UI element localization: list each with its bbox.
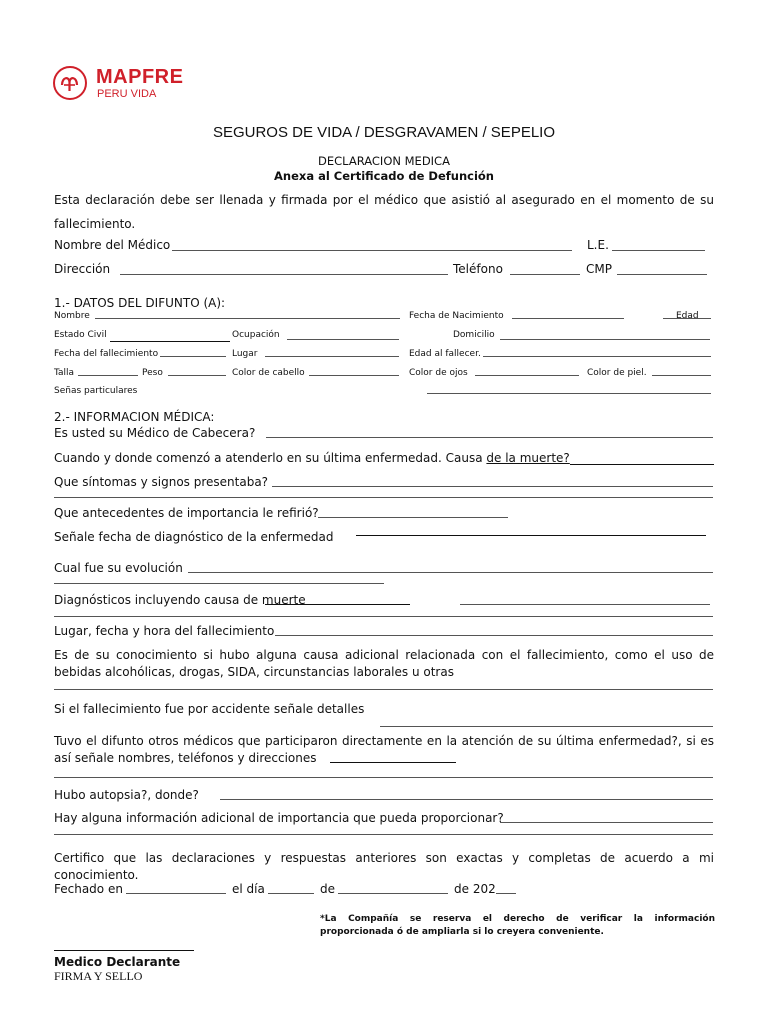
marks-label: Señas particulares <box>54 386 138 396</box>
section1-title: 1.- DATOS DEL DIFUNTO (A): <box>54 296 226 310</box>
weight-label: Peso <box>142 368 163 378</box>
age-field[interactable] <box>663 318 711 319</box>
q3-field[interactable] <box>272 486 713 487</box>
q7-field[interactable] <box>265 604 410 605</box>
height-label: Talla <box>54 368 75 378</box>
disclaimer-note: *La Compañía se reserva el derecho de verificar la información proporcionada ó de ampliarla si lo creyera conveniente. <box>320 914 715 937</box>
brand-name: MAPFRE <box>96 66 184 88</box>
q7-field-3[interactable] <box>54 616 713 617</box>
marks-field[interactable] <box>427 393 711 394</box>
eye-color-field[interactable] <box>475 375 579 376</box>
q8-field[interactable] <box>275 635 713 636</box>
address-label: Dirección <box>54 262 111 276</box>
declarant-label: Medico Declarante <box>54 955 181 969</box>
q12-label: Hubo autopsia?, donde? <box>54 788 199 802</box>
address-deceased-label: Domicilio <box>453 330 495 340</box>
le-field[interactable] <box>612 250 705 251</box>
skin-color-label: Color de piel. <box>587 368 647 378</box>
place-field[interactable] <box>265 356 399 357</box>
q7-field-2[interactable] <box>460 604 710 605</box>
phone-label: Teléfono <box>453 262 503 276</box>
q12-field[interactable] <box>220 799 713 800</box>
q6-field[interactable] <box>188 572 713 573</box>
brand-subtitle: PERU VIDA <box>97 88 157 100</box>
mapfre-logo-icon <box>53 66 87 100</box>
q13-field-2[interactable] <box>54 834 713 835</box>
q8-label: Lugar, fecha y hora del fallecimiento <box>54 624 275 638</box>
death-age-label: Edad al fallecer. <box>409 349 481 359</box>
dated-label: Fechado en <box>54 882 123 896</box>
height-field[interactable] <box>78 375 138 376</box>
q6-field-2[interactable] <box>54 583 384 584</box>
q9-field[interactable] <box>54 689 713 690</box>
phone-field[interactable] <box>510 274 580 275</box>
q11-field[interactable] <box>330 762 456 763</box>
q11-field-2[interactable] <box>54 777 713 778</box>
deceased-name-field[interactable] <box>95 318 400 319</box>
month-field[interactable] <box>338 893 448 894</box>
q13-label: Hay alguna información adicional de importancia que pueda proporcionar? <box>54 811 504 825</box>
day-field[interactable] <box>268 893 314 894</box>
q7-label: Diagnósticos incluyendo causa de muerte <box>54 593 306 607</box>
signature-field[interactable] <box>54 950 194 951</box>
occupation-label: Ocupación <box>232 330 280 340</box>
page-title: SEGUROS DE VIDA / DESGRAVAMEN / SEPELIO <box>212 124 556 141</box>
birthdate-field[interactable] <box>512 318 624 319</box>
q3-field-2[interactable] <box>54 497 713 498</box>
hair-color-field[interactable] <box>309 375 399 376</box>
q6-label: Cual fue su evolución <box>54 561 183 575</box>
year-field[interactable] <box>496 893 516 894</box>
death-date-field[interactable] <box>160 356 226 357</box>
deceased-name-label: Nombre <box>54 311 90 321</box>
q9-label: Es de su conocimiento si hubo alguna causa adicional relacionada con el fallecimiento, como el uso de bebidas alcohólicas, drogas, SIDA, circunstancias laborales u otras <box>54 648 714 679</box>
le-label: L.E. <box>587 238 609 252</box>
q11-label: Tuvo el difunto otros médicos que participaron directamente en la atención de su última enfermedad?, si es así señale nombres, teléfonos y direcciones <box>54 734 714 765</box>
doc-subtitle: DECLARACION MEDICA <box>318 154 450 168</box>
year-label: de 202 <box>454 882 496 896</box>
skin-color-field[interactable] <box>652 375 711 376</box>
hair-color-label: Color de cabello <box>232 368 305 378</box>
death-age-field[interactable] <box>483 356 711 357</box>
section2-title: 2.- INFORMACION MÉDICA: <box>54 410 215 424</box>
address-field[interactable] <box>120 274 448 275</box>
eye-color-label: Color de ojos <box>409 368 468 378</box>
civil-status-label: Estado Civil <box>54 330 107 340</box>
month-label: de <box>320 882 335 896</box>
doc-subtitle-2: Anexa al Certificado de Defunción <box>274 169 494 183</box>
q3-label: Que síntomas y signos presentaba? <box>54 475 269 489</box>
doctor-name-field[interactable] <box>172 250 572 251</box>
q10-field[interactable] <box>380 726 713 727</box>
intro-text: Esta declaración debe ser llenada y firmada por el médico que asistió al asegurado en el momento de su fallecimiento. <box>54 193 714 231</box>
address-deceased-field[interactable] <box>500 339 710 340</box>
q5-field[interactable] <box>356 535 706 536</box>
q4-label: Que antecedentes de importancia le refirió? <box>54 506 319 520</box>
q4-field[interactable] <box>318 517 508 518</box>
signature-stamp-label: FIRMA Y SELLO <box>54 969 143 983</box>
certify-text: Certifico que las declaraciones y respuestas anteriores son exactas y completas de acuerdo a mi conocimiento. <box>54 851 714 882</box>
place-label: Lugar <box>232 349 258 359</box>
birthdate-label: Fecha de Nacimiento <box>409 311 504 321</box>
cmp-label: CMP <box>586 262 612 276</box>
civil-status-field[interactable] <box>110 341 230 342</box>
q5-label: Señale fecha de diagnóstico de la enfermedad <box>54 530 334 544</box>
q2-field[interactable] <box>570 464 714 465</box>
weight-field[interactable] <box>168 375 226 376</box>
day-label: el día <box>232 882 265 896</box>
doctor-name-label: Nombre del Médico <box>54 238 171 252</box>
cmp-field[interactable] <box>617 274 707 275</box>
dated-place-field[interactable] <box>126 893 226 894</box>
q1-field[interactable] <box>266 437 713 438</box>
q10-label: Si el fallecimiento fue por accidente señale detalles <box>54 702 365 716</box>
q1-label: Es usted su Médico de Cabecera? <box>54 426 256 440</box>
q13-field[interactable] <box>500 822 713 823</box>
age-label: Edad <box>676 311 699 321</box>
q2-label: Cuando y donde comenzó a atenderlo en su última enfermedad. Causa de la muerte? <box>54 451 570 465</box>
death-date-label: Fecha del fallecimiento <box>54 349 159 359</box>
occupation-field[interactable] <box>287 339 399 340</box>
